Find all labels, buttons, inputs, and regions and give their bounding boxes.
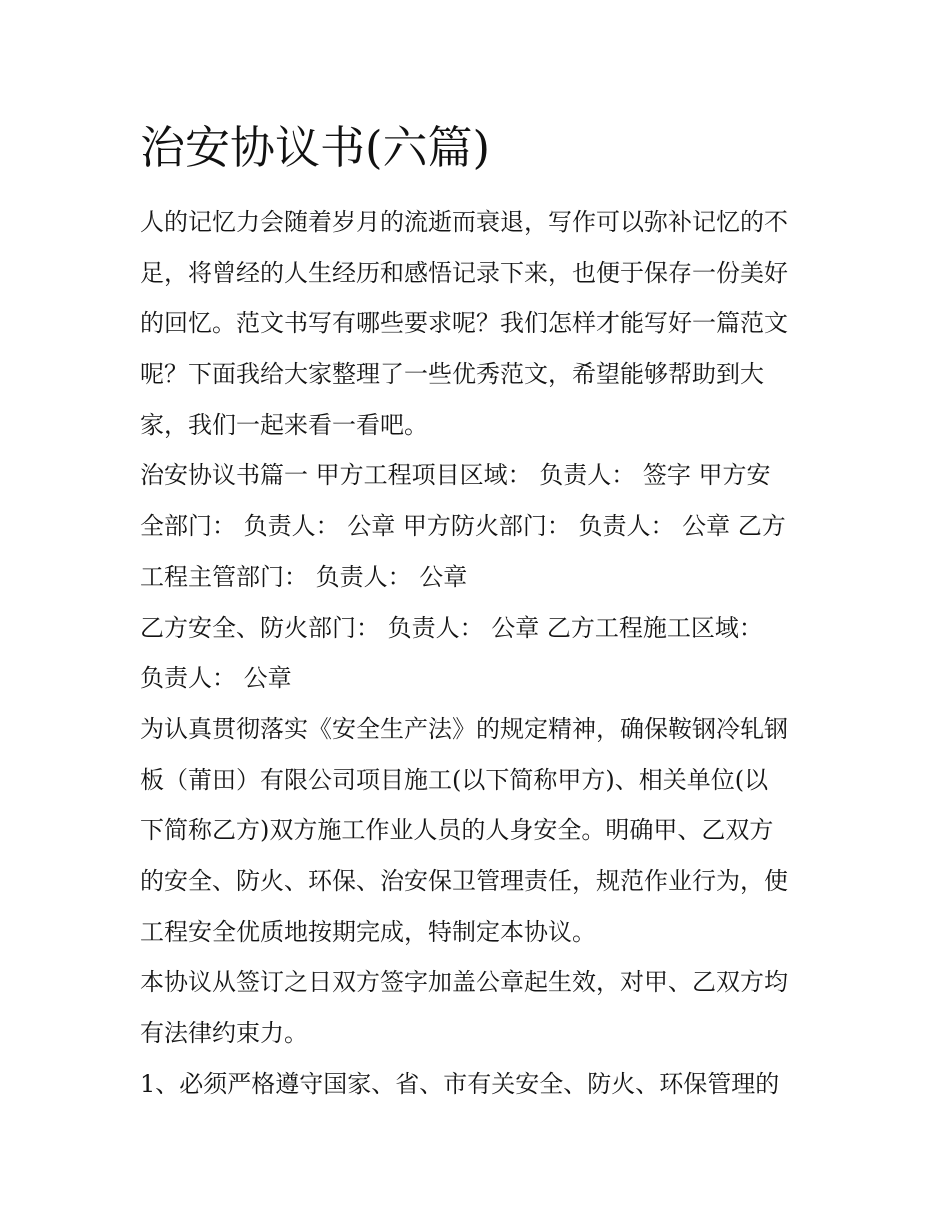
text-line: 下简称乙方)双方施工作业人员的人身安全。明确甲、乙双方 — [140, 816, 774, 845]
document-body — [140, 197, 820, 1109]
text-line: 负责人： 公章 — [140, 664, 292, 693]
text-line: 足，将曾经的人生经历和感悟记录下来，也便于保存一份美好 — [140, 258, 788, 287]
text-line: 治安协议书篇一 甲方工程项目区域： 负责人： 签字 甲方安 — [140, 461, 771, 490]
text-line: 工程安全优质地按期完成，特制定本协议。 — [140, 917, 596, 946]
text-line: 本协议从签订之日双方签字加盖公章起生效，对甲、乙双方均 — [140, 968, 788, 997]
text-line: 板（莆田）有限公司项目施工(以下简称甲方)、相关单位(以 — [140, 765, 769, 794]
text-line: 呢？下面我给大家整理了一些优秀范文，希望能够帮助到大 — [140, 360, 764, 389]
text-line: 的回忆。范文书写有哪些要求呢？我们怎样才能写好一篇范文 — [140, 309, 788, 338]
text-line: 的安全、防火、环保、治安保卫管理责任，规范作业行为，使 — [140, 866, 788, 895]
text-line: 1、必须严格遵守国家、省、市有关安全、防火、环保管理的 — [140, 1069, 780, 1098]
document-title: 治安协议书(六篇) — [140, 121, 491, 174]
text-line: 工程主管部门： 负责人： 公章 — [140, 562, 468, 591]
text-line: 人的记忆力会随着岁月的流逝而衰退，写作可以弥补记忆的不 — [140, 208, 788, 236]
text-line: 家，我们一起来看一看吧。 — [140, 410, 428, 439]
text-line: 有法律约束力。 — [140, 1019, 308, 1047]
text-line: 全部门： 负责人： 公章 甲方防火部门： 负责人： 公章 乙方 — [140, 512, 786, 541]
text-line: 乙方安全、防火部门： 负责人： 公章 乙方工程施工区域： — [140, 613, 763, 642]
text-line: 为认真贯彻落实《安全生产法》的规定精神，确保鞍钢冷轧钢 — [140, 714, 788, 743]
